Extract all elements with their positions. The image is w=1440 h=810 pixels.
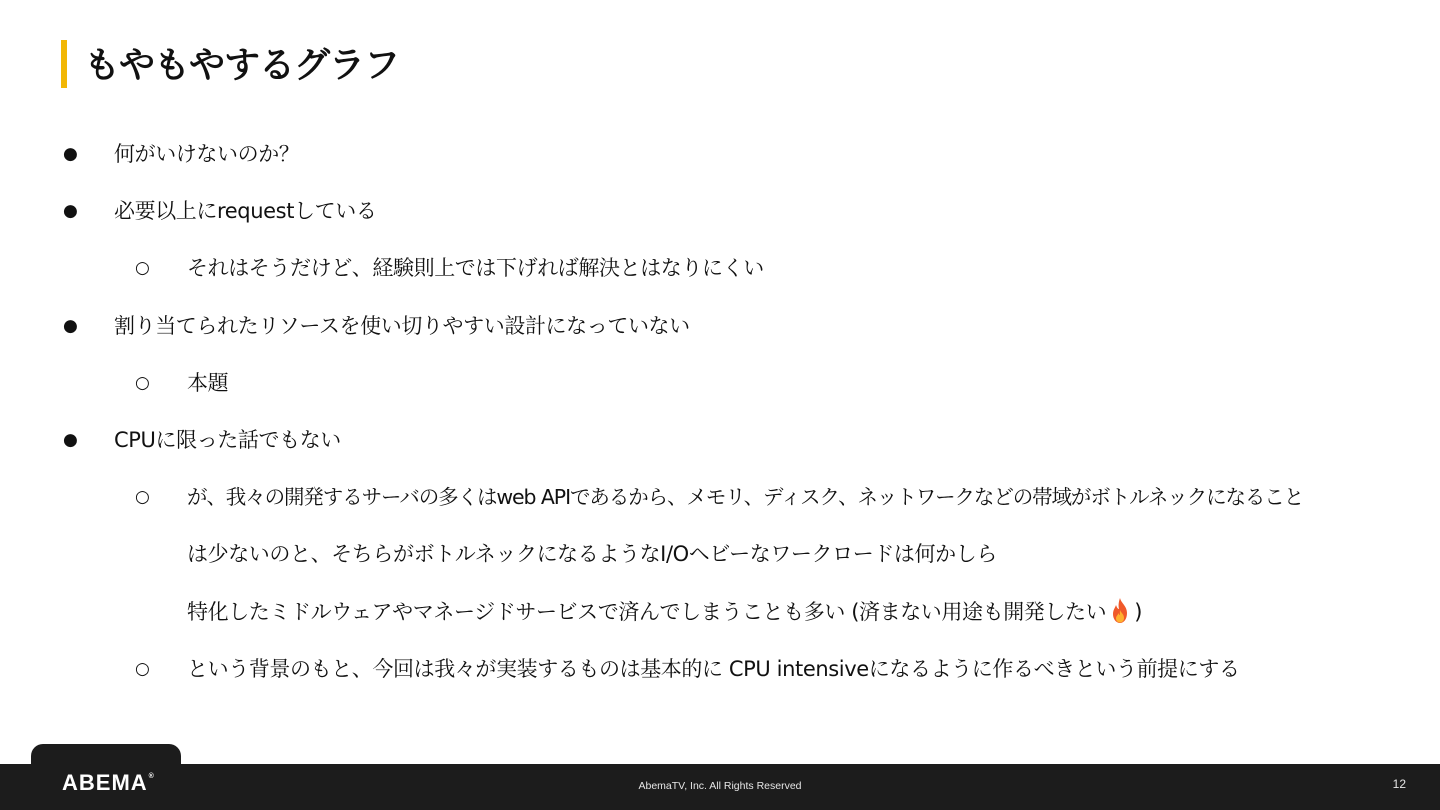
sub-bullet-item: [0, 355, 1440, 412]
sub-bullet-item: [0, 469, 1440, 526]
sub-bullet-item: [0, 240, 1440, 297]
bullet-marker: ●: [63, 315, 78, 336]
sub-bullet-text: それはそうだけど、経験則上では下げれば解決とはなりにくい: [187, 256, 764, 281]
bullet-marker: ●: [63, 144, 78, 164]
bullet-item: [0, 183, 1440, 240]
bullet-list: [0, 126, 1440, 698]
bullet-text: CPUに限った話でもない: [114, 427, 341, 452]
sub-bullet-text: は少ないのと、そちらがボトルネックになるようなI/Oヘビーなワークロードは何かしら: [187, 542, 997, 567]
sub-bullet-text: 特化したミドルウェアやマネージドサービスで済んでしまうことも多い (済まない用途も開発したい: [187, 599, 1107, 624]
bullet-item: [0, 412, 1440, 469]
logo-text: ABEMA: [62, 770, 148, 795]
fire-icon: [1108, 597, 1132, 625]
sub-bullet-marker: ○: [135, 658, 150, 679]
sub-bullet-marker: ○: [135, 487, 150, 508]
sub-bullet-continuation: [0, 526, 1440, 583]
sub-bullet-marker: ○: [135, 372, 150, 393]
sub-bullet-text-end: ): [1134, 599, 1143, 624]
bullet-item: [0, 298, 1440, 355]
logo-registered-mark: ®: [148, 773, 155, 780]
slide-title: もやもやするグラフ: [84, 45, 400, 86]
title-accent-bar: [61, 40, 67, 88]
bullet-text: 何がいけないのか？: [114, 142, 300, 166]
bullet-text: 割り当てられたリソースを使い切りやすい設計になっていない: [114, 313, 690, 338]
copyright-text: AbemaTV, Inc. All Rights Reserved: [638, 780, 802, 792]
sub-bullet-marker: ○: [135, 258, 150, 279]
bullet-item: [0, 126, 1440, 183]
sub-bullet-item: [0, 641, 1440, 698]
bullet-text: 必要以上にrequestしている: [114, 199, 377, 224]
sub-bullet-text-wrap: [187, 584, 1142, 641]
sub-bullet-text: という背景のもと、今回は我々が実装するものは基本的に CPU intensiveになるように作るべきという前提にする: [187, 656, 1240, 681]
sub-bullet-text: 本題: [187, 370, 229, 395]
bullet-marker: ●: [63, 201, 78, 222]
sub-bullet-text: が、我々の開発するサーバの多くはweb APIであるから、メモリ、ディスク、ネットワークなどの帯域がボトルネックになること: [187, 485, 1304, 510]
page-number: 12: [1392, 777, 1406, 791]
bullet-marker: ●: [63, 429, 78, 450]
sub-bullet-continuation: [0, 584, 1440, 641]
